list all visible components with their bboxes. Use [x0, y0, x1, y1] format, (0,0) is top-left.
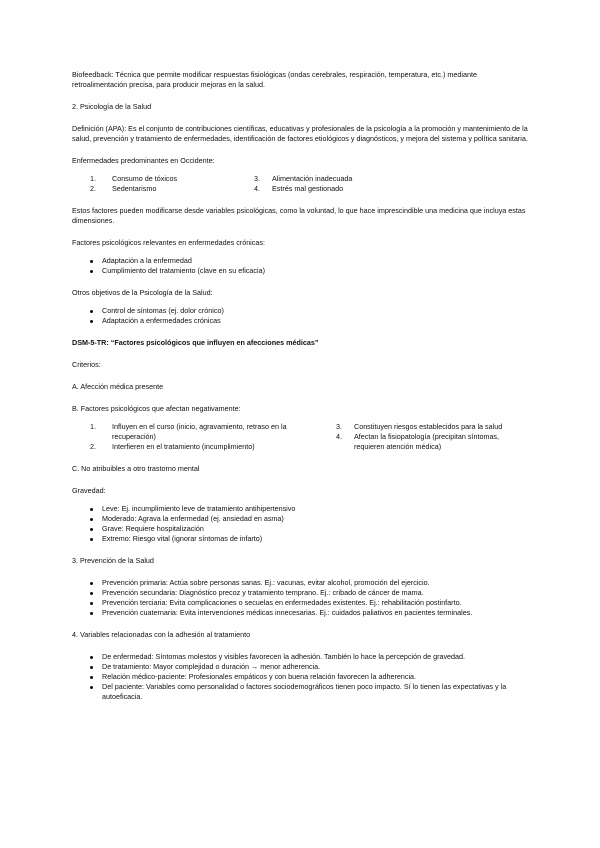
list-item: Del paciente: Variables como personalidad o factores sociodemográficos tienen poco impacto. Sí lo tienen las expectativas y la autoeficacia.	[90, 682, 528, 702]
criterion-b: B. Factores psicológicos que afectan negativamente:	[72, 404, 241, 413]
item-text: Constituyen riesgos establecidos para la salud	[354, 422, 503, 431]
list-item	[254, 184, 352, 194]
list-item: Extremo: Riesgo vital (ignorar síntomas de infarto)	[90, 534, 528, 544]
list-item	[72, 174, 254, 184]
list-item: Prevención terciaria: Evita complicaciones o secuelas en enfermedades existentes. Ej.: rehabilitación postinfarto.	[90, 598, 528, 608]
item-number: 2.	[90, 442, 96, 451]
list-item: Cumplimiento del tratamiento (clave en su eficacia)	[90, 266, 528, 276]
list-item: Prevención cuaternaria: Evita intervenciones médicas innecesarias. Ej.: cuidados paliativos en pacientes terminales.	[90, 608, 528, 618]
diseases-label: Enfermedades predominantes en Occidente:	[72, 156, 215, 165]
severity-label: Gravedad:	[72, 486, 106, 495]
list-item	[72, 442, 302, 452]
list-item: Moderado: Agrava la enfermedad (ej. ansiedad en asma)	[90, 514, 528, 524]
biofeedback-paragraph: Biofeedback: Técnica que permite modificar respuestas fisiológicas (ondas cerebrales, respiración, temperatura, etc.) mediante retroalimentación precisa, para producir mejoras en la salud.	[72, 70, 477, 89]
list-item: Prevención secundaria: Diagnóstico precoz y tratamiento temprano. Ej.: cribado de cáncer de mama.	[90, 588, 528, 598]
criterion-a: A. Afección médica presente	[72, 382, 164, 391]
item-text: Estrés mal gestionado	[272, 184, 344, 193]
list-item: Adaptación a enfermedades crónicas	[90, 316, 528, 326]
item-number: 1.	[90, 422, 96, 431]
list-item: Adaptación a la enfermedad	[90, 256, 528, 266]
section-2-title: 2. Psicología de la Salud	[72, 102, 152, 111]
criteria-label: Criterios:	[72, 360, 101, 369]
item-number: 3.	[254, 174, 260, 183]
item-number: 4.	[254, 184, 260, 193]
item-text: Alimentación inadecuada	[272, 174, 353, 183]
section-4-title: 4. Variables relacionadas con la adhesión al tratamiento	[72, 630, 251, 639]
item-number: 3.	[336, 422, 342, 431]
chronic-factors-list	[72, 256, 528, 276]
criterion-b-list	[72, 422, 528, 452]
factors-paragraph: Estos factores pueden modificarse desde variables psicológicas, como la voluntad, lo que hace imprescindible una medicina que incluya estas dimensiones.	[72, 206, 526, 225]
list-item	[72, 184, 254, 194]
definition-paragraph: Definición (APA): Es el conjunto de contribuciones científicas, educativas y profesionales de la psicología a la promoción y mantenimiento de la salud, prevención y tratamiento de enfermedades, identificación de factores etiológicos y diagnósticos, y mejora del sistema y política sanitaria.	[72, 124, 528, 143]
list-item	[254, 174, 352, 184]
list-item: De enfermedad: Síntomas molestos y visibles favorecen la adhesión. También lo hace la percepción de gravedad.	[90, 652, 528, 662]
prevention-list	[72, 578, 528, 618]
criterion-c: C. No atribuibles a otro trastorno mental	[72, 464, 200, 473]
item-text: Consumo de tóxicos	[112, 174, 178, 183]
item-text: Afectan la fisiopatología (precipitan síntomas, requieren atención médica)	[354, 432, 500, 451]
item-text: Influyen en el curso (inicio, agravamiento, retraso en la recuperación)	[112, 422, 287, 441]
adhesion-list	[72, 652, 528, 702]
dsm-heading: DSM-5-TR: “Factores psicológicos que influyen en afecciones médicas”	[72, 338, 319, 347]
list-item: Prevención primaria: Actúa sobre personas sanas. Ej.: vacunas, evitar alcohol, promoción del ejercicio.	[90, 578, 528, 588]
item-number: 1.	[90, 174, 96, 183]
item-number: 4.	[336, 432, 342, 441]
list-item: Relación médico-paciente: Profesionales empáticos y con buena relación favorecen la adherencia.	[90, 672, 528, 682]
objectives-list	[72, 306, 528, 326]
list-item: Leve: Ej. incumplimiento leve de tratamiento antihipertensivo	[90, 504, 528, 514]
item-number: 2.	[90, 184, 96, 193]
list-item: Control de síntomas (ej. dolor crónico)	[90, 306, 528, 316]
list-item	[336, 432, 526, 452]
list-item	[72, 422, 302, 442]
chronic-factors-label: Factores psicológicos relevantes en enfermedades crónicas:	[72, 238, 265, 247]
section-3-title: 3. Prevención de la Salud	[72, 556, 154, 565]
diseases-list	[72, 174, 528, 194]
severity-list	[72, 504, 528, 544]
list-item	[336, 422, 526, 432]
item-text: Interfieren en el tratamiento (incumplimiento)	[112, 442, 255, 451]
list-item: Grave: Requiere hospitalización	[90, 524, 528, 534]
list-item: De tratamiento: Mayor complejidad o duración → menor adherencia.	[90, 662, 528, 672]
objectives-label: Otros objetivos de la Psicología de la Salud:	[72, 288, 213, 297]
item-text: Sedentarismo	[112, 184, 157, 193]
